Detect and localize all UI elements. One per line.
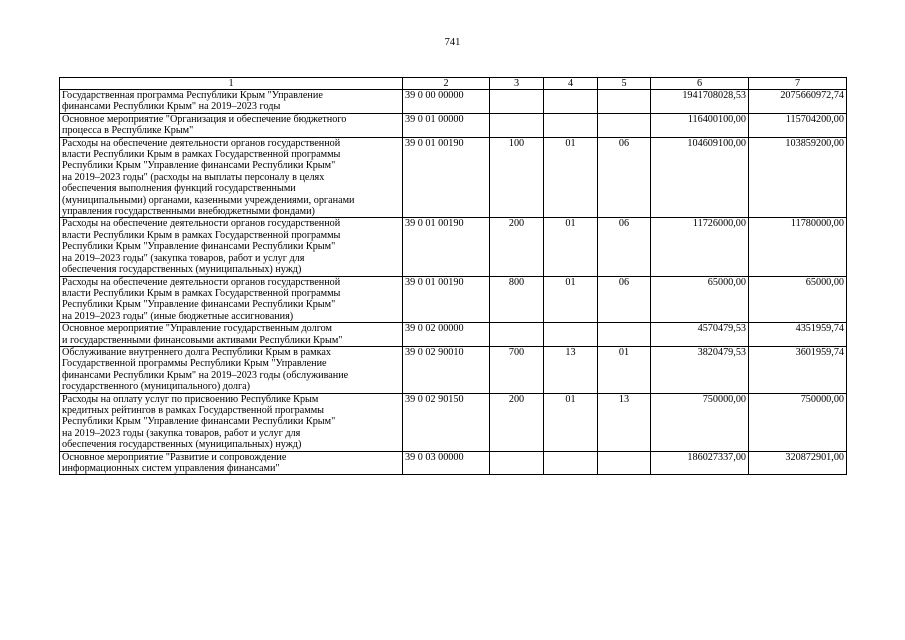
row-pr-cell: [598, 323, 651, 347]
column-header: 4: [544, 78, 598, 90]
column-header: 2: [403, 78, 490, 90]
row-name-line: кредитных рейтингов в рамках Государственной программы: [62, 404, 325, 416]
row-name-line: Основное мероприятие "Развитие и сопровождение: [62, 451, 287, 463]
table-row: [60, 393, 847, 451]
table-body: [60, 90, 847, 475]
row-name-line: Расходы на оплату услуг по присвоению Республике Крым: [62, 393, 319, 405]
row-pr-cell: 06: [598, 276, 651, 323]
row-code-cell: 39 0 01 00190: [403, 137, 490, 218]
row-name-cell: [60, 393, 403, 451]
budget-table: [59, 77, 847, 475]
table-row: [60, 451, 847, 475]
row-code-cell: 39 0 01 00190: [403, 218, 490, 276]
row-code-cell: 39 0 01 00000: [403, 113, 490, 137]
row-rz-cell: [544, 323, 598, 347]
row-name-line: на 2019–2023 годы (закупка товаров, работ и услуг для: [62, 427, 301, 439]
row-name-cell: [60, 90, 403, 114]
row-rz-cell: [544, 451, 598, 475]
row-vr-cell: [490, 323, 544, 347]
column-header: 3: [490, 78, 544, 90]
row-vr-cell: [490, 451, 544, 475]
row-name-cell: [60, 218, 403, 276]
row-pr-cell: 13: [598, 393, 651, 451]
row-name-line: Расходы на обеспечение деятельности органов государственной: [62, 137, 341, 149]
row-sum-2019-cell: 65000,00: [651, 276, 749, 323]
table-row: [60, 113, 847, 137]
row-name-line: (муниципальными) органами, казенными учреждениями, органами: [62, 194, 355, 206]
row-pr-cell: [598, 451, 651, 475]
row-name-line: Государственной программы Республики Крым "Управление: [62, 358, 327, 370]
row-name-line: государственного (муниципального) долга): [62, 381, 251, 393]
row-rz-cell: [544, 113, 598, 137]
table-row: [60, 137, 847, 218]
row-name-line: информационных систем управления финансами": [62, 463, 280, 474]
row-rz-cell: 01: [544, 276, 598, 323]
row-rz-cell: 01: [544, 218, 598, 276]
row-name-line: на 2019–2023 годы" (расходы на выплаты персоналу в целях: [62, 171, 325, 183]
row-sum-2019-cell: 104609100,00: [651, 137, 749, 218]
row-rz-cell: [544, 90, 598, 114]
row-name-line: процесса в Республике Крым": [62, 125, 194, 137]
row-vr-cell: 700: [490, 346, 544, 393]
row-name-line: Расходы на обеспечение деятельности органов государственной: [62, 218, 341, 230]
row-name-line: и государственными финансовыми активами Республики Крым": [62, 334, 343, 346]
column-header: 6: [651, 78, 749, 90]
column-header: 7: [749, 78, 847, 90]
row-rz-cell: 01: [544, 137, 598, 218]
row-sum-2019-cell: 4570479,53: [651, 323, 749, 347]
column-header: 1: [60, 78, 403, 90]
row-name-line: Республики Крым "Управление финансами Республики Крым": [62, 416, 336, 428]
row-sum-2019-cell: 186027337,00: [651, 451, 749, 475]
row-vr-cell: 200: [490, 218, 544, 276]
table-row: [60, 276, 847, 323]
table-row: [60, 346, 847, 393]
row-code-cell: 39 0 02 90010: [403, 346, 490, 393]
table-row: [60, 218, 847, 276]
row-code-cell: 39 0 00 00000: [403, 90, 490, 114]
row-pr-cell: [598, 113, 651, 137]
row-name-cell: [60, 113, 403, 137]
row-code-cell: 39 0 03 00000: [403, 451, 490, 475]
row-pr-cell: 06: [598, 218, 651, 276]
row-sum-2019-cell: 750000,00: [651, 393, 749, 451]
row-name-line: обеспечения государственных (муниципальных) нужд): [62, 439, 302, 451]
table-row: [60, 323, 847, 347]
row-sum-2019-cell: 1941708028,53: [651, 90, 749, 114]
row-name-line: власти Республики Крым в рамках Государственной программы: [62, 287, 341, 299]
row-name-line: власти Республики Крым в рамках Государственной программы: [62, 229, 341, 241]
row-sum-2020-cell: 750000,00: [749, 393, 847, 451]
row-code-cell: 39 0 02 90150: [403, 393, 490, 451]
row-name-line: Республики Крым "Управление финансами Республики Крым": [62, 160, 336, 172]
row-pr-cell: 06: [598, 137, 651, 218]
row-sum-2020-cell: 3601959,74: [749, 346, 847, 393]
row-name-cell: [60, 137, 403, 218]
row-sum-2020-cell: 115704200,00: [749, 113, 847, 137]
row-name-line: Расходы на обеспечение деятельности органов государственной: [62, 276, 341, 288]
row-sum-2020-cell: 103859200,00: [749, 137, 847, 218]
row-name-line: управления государственными внебюджетными фондами): [62, 206, 315, 218]
row-name-line: Государственная программа Республики Крым "Управление: [62, 90, 323, 101]
row-sum-2020-cell: 65000,00: [749, 276, 847, 323]
row-vr-cell: 200: [490, 393, 544, 451]
table-row: [60, 90, 847, 114]
row-pr-cell: 01: [598, 346, 651, 393]
row-vr-cell: [490, 113, 544, 137]
row-name-line: на 2019–2023 годы" (закупка товаров, работ и услуг для: [62, 252, 305, 264]
row-name-line: Республики Крым "Управление финансами Республики Крым": [62, 241, 336, 253]
row-sum-2019-cell: 11726000,00: [651, 218, 749, 276]
row-rz-cell: 01: [544, 393, 598, 451]
row-name-line: на 2019–2023 годы" (иные бюджетные ассигнования): [62, 310, 294, 322]
page-number: 741: [444, 37, 461, 48]
row-name-line: власти Республики Крым в рамках Государственной программы: [62, 149, 341, 161]
row-sum-2020-cell: 4351959,74: [749, 323, 847, 347]
header-row: [60, 78, 847, 90]
row-sum-2019-cell: 3820479,53: [651, 346, 749, 393]
row-name-line: Основное мероприятие "Организация и обеспечение бюджетного: [62, 113, 347, 125]
row-vr-cell: 800: [490, 276, 544, 323]
row-name-line: финансами Республики Крым" на 2019–2023 годы: [62, 101, 281, 113]
row-code-cell: 39 0 01 00190: [403, 276, 490, 323]
row-sum-2020-cell: 320872901,00: [749, 451, 847, 475]
row-rz-cell: 13: [544, 346, 598, 393]
row-sum-2019-cell: 116400100,00: [651, 113, 749, 137]
row-name-cell: [60, 276, 403, 323]
row-name-cell: [60, 346, 403, 393]
row-vr-cell: [490, 90, 544, 114]
row-sum-2020-cell: 11780000,00: [749, 218, 847, 276]
row-vr-cell: 100: [490, 137, 544, 218]
row-name-line: Республики Крым "Управление финансами Республики Крым": [62, 299, 336, 311]
row-pr-cell: [598, 90, 651, 114]
row-code-cell: 39 0 02 00000: [403, 323, 490, 347]
row-name-line: финансами Республики Крым" на 2019–2023 годы (обслуживание: [62, 369, 349, 381]
row-sum-2020-cell: 2075660972,74: [749, 90, 847, 114]
column-header: 5: [598, 78, 651, 90]
row-name-line: Обслуживание внутреннего долга Республики Крым в рамках: [62, 346, 331, 358]
row-name-line: обеспечения выполнения функций государственными: [62, 183, 296, 195]
row-name-line: Основное мероприятие "Управление государственным долгом: [62, 323, 332, 335]
row-name-cell: [60, 451, 403, 475]
row-name-line: обеспечения государственных (муниципальных) нужд): [62, 264, 302, 276]
row-name-cell: [60, 323, 403, 347]
